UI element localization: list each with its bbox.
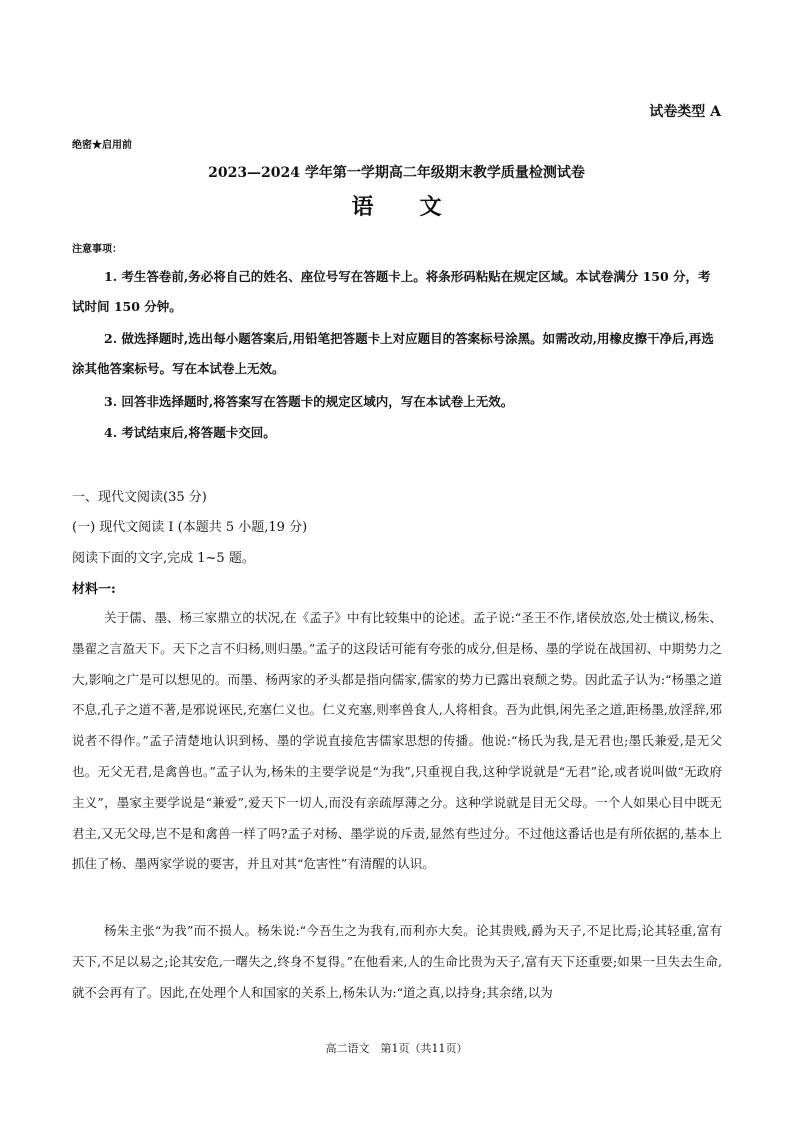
material-label: 材料一: — [72, 582, 116, 597]
subsection-heading: (一) 现代文阅读 I (本题共 5 小题,19 分) — [72, 520, 308, 535]
notice-item: 4. 考试结束后,将答题卡交回。 — [104, 425, 276, 440]
notice-item: 1. 考生答卷前,务必将自己的姓名、座位号写在答题卡上。将条形码粘贴在规定区域。本试卷满分 150 分，考试时间 150 分钟。 — [72, 269, 711, 314]
notice-item: 2. 做选择题时,选出每小题答案后,用铅笔把答题卡上对应题目的答案标号涂黑。如需改动,用橡皮擦干净后,再选涂其他答案标号。写在本试卷上无效。 — [72, 331, 714, 376]
notes-heading: 注意事项： — [72, 244, 122, 255]
paper-type-label: 试卷类型 A — [649, 104, 721, 120]
material-paragraph: 杨朱主张“为我”而不损人。杨朱说:“今吾生之为我有,而利亦大矣。论其贵贱,爵为天子,不足比焉;论其轻重,富有天下,不足以易之;论其安危,一曙失之,终身不复得。”在他看来,人的生命比贵为天子,富有天下还重要;如果一旦失去生命,就不会再有了。因此,在处理个人和国家的关系上,杨朱认为:“道之真,以持身;其余绪,以为 — [72, 923, 722, 1000]
material-paragraph: 关于儒、墨、杨三家鼎立的状况,在《孟子》中有比较集中的论述。孟子说:“圣王不作,诸侯放恣,处士横议,杨朱、墨翟之言盈天下。天下之言不归杨,则归墨。”孟子的这段话可能有夸张的成分,但是杨、墨的学说在战国初、中期势力之大,影响之广是可以想见的。而墨、杨两家的矛头都是指向儒家,儒家的势力已露出衰颓之势。因此孟子认为:“杨墨之道不息,孔子之道不著,是邪说诬民,充塞仁义也。仁义充塞,则率兽食人,人将相食。吾为此惧,闲先圣之道,距杨墨,放淫辞,邪说者不得作。”孟子清楚地认识到杨、墨的学说直接危害儒家思想的传播。他说:“杨氏为我,是无君也;墨氏兼爱,是无父也。无父无君,是禽兽也。”孟子认为,杨朱的主要学说是“为我”,只重视自我,这种学说就是“无君”论,或者说叫做“无政府主义”，墨家主要学说是“兼爱”,爱天下一切人,而没有亲疏厚薄之分。这种学说就是目无父母。一个人如果心目中既无君主,又无父母,岂不是和禽兽一样了吗?孟子对杨、墨学说的斥责,显然有些过分。不过他这番话也是有所依据的,基本上抓住了杨、墨两家学说的要害，并且对其“危害性”有清醒的认识。 — [72, 610, 722, 872]
page-footer: 高二语文 第1页（共11页） — [325, 1042, 468, 1055]
confidential-label: 绝密★启用前 — [72, 140, 132, 151]
section-heading: 一、现代文阅读(35 分) — [72, 490, 207, 505]
subject-title: 语文 — [351, 194, 488, 220]
notice-item: 3. 回答非选择题时,将答案写在答题卡的规定区域内，写在本试卷上无效。 — [104, 394, 514, 409]
exam-title: 2023—2024 学年第一学期高二年级期末教学质量检测试卷 — [208, 165, 585, 181]
reading-instruction: 阅读下面的文字,完成 1~5 题。 — [72, 551, 255, 566]
